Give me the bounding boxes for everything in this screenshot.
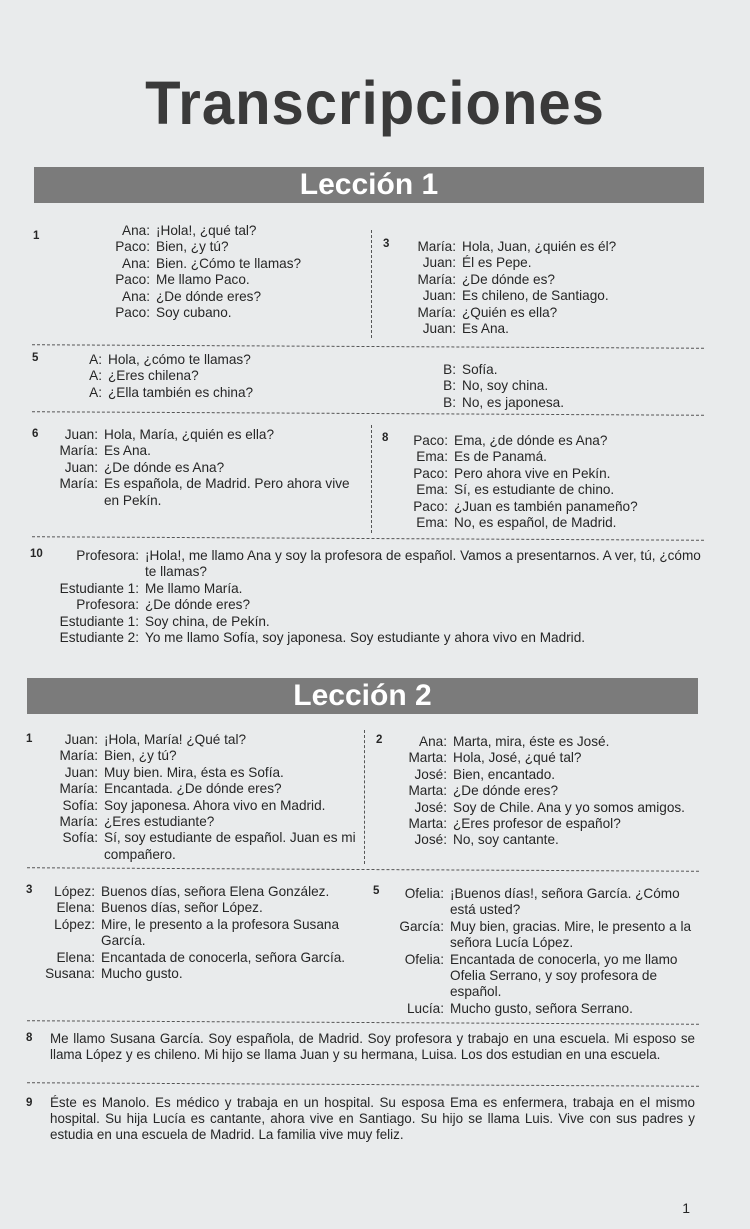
- dialogue-line: [38, 427, 358, 443]
- dialogue-text: ¡Buenos días!, señora García. ¿Cómo está usted?: [450, 886, 680, 918]
- section-separator: [32, 536, 704, 541]
- dialogue-line: [387, 783, 707, 799]
- dialogue-line: [38, 798, 358, 814]
- dialogue-line: [388, 466, 708, 482]
- dialogue-text: Hola, ¿cómo te llamas?: [108, 352, 251, 367]
- dialogue-line: [394, 305, 706, 321]
- speaker-label: María:: [59, 443, 98, 459]
- dialogue-text: ¿Ella también es china?: [108, 384, 254, 400]
- speaker-label: José:: [414, 832, 447, 848]
- speaker-label: Juan:: [64, 459, 98, 475]
- dialogue-line: [46, 239, 366, 255]
- dialogue-text: Es española, de Madrid. Pero ahora vive en Pekín.: [104, 476, 350, 508]
- speaker-label: Ofelia:: [404, 951, 444, 967]
- dialogue-text: Sí, es estudiante de chino.: [454, 482, 615, 498]
- exercise-number: 3: [26, 884, 33, 896]
- dialogue-text: Es de Panamá.: [454, 449, 547, 465]
- speaker-label: José:: [414, 799, 447, 815]
- dialogue-line: [38, 765, 358, 781]
- dialogue-line: [387, 734, 707, 750]
- column-divider: [371, 425, 372, 533]
- dialogue-line: [38, 830, 358, 863]
- exercise-number: 3: [383, 238, 390, 250]
- dialogue-line: [388, 433, 708, 449]
- dialogue-line: [394, 378, 694, 394]
- speaker-label: Paco:: [115, 239, 150, 255]
- column-divider: [364, 730, 365, 864]
- dialogue-text: Me llamo María.: [145, 580, 243, 596]
- speaker-label: Juan:: [422, 288, 456, 304]
- dialogue-line: [37, 884, 353, 900]
- dialogue-line: [42, 581, 702, 597]
- dialogue-text: ¿Eres chilena?: [108, 368, 199, 384]
- dialogue-text: Sí, soy estudiante de español. Juan es mi compañero.: [104, 830, 356, 862]
- page-title: Transcripciones: [145, 69, 605, 138]
- dialogue-line: [394, 362, 694, 378]
- speaker-label: Sofía:: [62, 797, 98, 813]
- dialogue-line: [387, 750, 707, 766]
- exercise-number: 9: [26, 1097, 33, 1109]
- exercise-number: 8: [26, 1032, 33, 1044]
- dialogue-line: [37, 966, 353, 982]
- speaker-label: Elena:: [56, 949, 95, 965]
- dialogue-text: ¿Quién es ella?: [462, 304, 558, 320]
- dialogue-line: [42, 597, 702, 613]
- dialogue-text: Bien, ¿y tú?: [156, 239, 229, 255]
- dialogue-text: ¡Hola!, me llamo Ana y soy la profesora de español. Vamos a presentarnos. A ver, tú, ¿cómo te llamas?: [145, 548, 701, 580]
- speaker-label: Ana:: [122, 255, 150, 271]
- dialogue-text: Sofía.: [462, 362, 498, 377]
- speaker-label: Paco:: [413, 465, 448, 481]
- l1-ex5-left-dialogue: [37, 352, 337, 401]
- speaker-label: Juan:: [64, 427, 98, 442]
- speaker-label: B:: [443, 394, 456, 410]
- dialogue-text: ¡Hola!, ¿qué tal?: [156, 223, 257, 238]
- dialogue-line: [38, 781, 358, 797]
- dialogue-text: Soy japonesa. Ahora vivo en Madrid.: [104, 797, 326, 813]
- exercise-number: 8: [382, 432, 389, 444]
- dialogue-text: Soy de Chile. Ana y yo somos amigos.: [453, 799, 685, 815]
- speaker-label: Sofía:: [62, 830, 98, 846]
- dialogue-line: [38, 476, 358, 509]
- speaker-label: A:: [89, 368, 102, 384]
- dialogue-text: Muy bien, gracias. Mire, le presento a la señora Lucía López.: [450, 918, 692, 951]
- dialogue-text: Soy cubano.: [156, 305, 232, 321]
- dialogue-line: [42, 614, 702, 630]
- dialogue-line: [42, 548, 702, 581]
- dialogue-text: Mucho gusto, señora Serrano.: [450, 1000, 633, 1016]
- dialogue-line: [38, 460, 358, 476]
- dialogue-text: ¿Eres profesor de español?: [453, 816, 621, 832]
- dialogue-line: [46, 305, 366, 321]
- dialogue-text: Bien, ¿y tú?: [104, 748, 177, 764]
- dialogue-line: [388, 449, 708, 465]
- speaker-label: Ema:: [416, 449, 448, 465]
- dialogue-line: [388, 499, 708, 515]
- dialogue-text: Es chileno, de Santiago.: [462, 288, 609, 304]
- speaker-label: Paco:: [413, 433, 448, 448]
- speaker-label: María:: [417, 304, 456, 320]
- dialogue-line: [37, 917, 353, 950]
- dialogue-line: [37, 900, 353, 916]
- dialogue-line: [46, 223, 366, 239]
- speaker-label: A:: [89, 352, 102, 367]
- l1-ex3-dialogue: [394, 239, 706, 337]
- l2-ex9-text: Éste es Manolo. Es médico y trabaja en un hospital. Su esposa Ema es enfermera, trabaja en el mismo hospital. Su hija Lucía es cantante, ahora vive en Santiago. Su hijo se llama Luis. Vive con sus padres y estudia en una escuela de Madrid. La familia vive muy feliz.: [50, 1095, 695, 1143]
- speaker-label: B:: [443, 362, 456, 377]
- speaker-label: Estudiante 1:: [59, 613, 139, 629]
- dialogue-line: [388, 482, 708, 498]
- dialogue-text: Mucho gusto.: [101, 966, 183, 982]
- speaker-label: Profesora:: [76, 548, 139, 563]
- exercise-number: 6: [32, 428, 39, 440]
- dialogue-text: Encantada de conocerla, señora García.: [101, 949, 346, 965]
- l1-ex8-dialogue: [388, 433, 708, 531]
- dialogue-line: [386, 1001, 698, 1017]
- speaker-label: Ofelia:: [404, 886, 444, 901]
- dialogue-text: Encantada de conocerla, yo me llamo Ofelia Serrano, y soy profesora de español.: [450, 951, 678, 1000]
- column-divider: [371, 230, 372, 338]
- speaker-label: Juan:: [64, 764, 98, 780]
- dialogue-text: Buenos días, señora Elena González.: [101, 884, 330, 899]
- exercise-number: 10: [30, 548, 43, 560]
- l2-ex1-dialogue: [38, 732, 358, 863]
- dialogue-line: [46, 289, 366, 305]
- section-separator: [32, 344, 704, 349]
- dialogue-line: [387, 800, 707, 816]
- dialogue-text: ¿Eres estudiante?: [104, 814, 215, 830]
- dialogue-line: [386, 886, 698, 919]
- dialogue-line: [394, 239, 706, 255]
- section-separator: [27, 1082, 699, 1087]
- speaker-label: B:: [443, 378, 456, 394]
- speaker-label: Profesora:: [76, 597, 139, 613]
- l1-ex10-dialogue: [42, 548, 702, 646]
- dialogue-text: Él es Pepe.: [462, 255, 532, 271]
- speaker-label: Susana:: [45, 966, 95, 982]
- dialogue-line: [38, 814, 358, 830]
- speaker-label: Paco:: [115, 305, 150, 321]
- speaker-label: María:: [59, 781, 98, 797]
- dialogue-text: Muy bien. Mira, ésta es Sofía.: [104, 764, 284, 780]
- dialogue-line: [38, 732, 358, 748]
- dialogue-line: [386, 919, 698, 952]
- dialogue-text: ¡Hola, María! ¿Qué tal?: [104, 732, 247, 747]
- l1-ex1-dialogue: [46, 223, 366, 321]
- speaker-label: López:: [54, 884, 95, 899]
- dialogue-line: [37, 352, 337, 368]
- dialogue-text: Hola, José, ¿qué tal?: [453, 750, 582, 766]
- dialogue-text: Es Ana.: [462, 321, 509, 337]
- speaker-label: Elena:: [56, 900, 95, 916]
- section-separator: [27, 1020, 699, 1025]
- dialogue-line: [46, 272, 366, 288]
- dialogue-text: Buenos días, señor López.: [101, 900, 263, 916]
- speaker-label: Lucía:: [406, 1000, 444, 1016]
- section-separator: [27, 867, 699, 872]
- speaker-label: María:: [59, 748, 98, 764]
- dialogue-line: [38, 748, 358, 764]
- dialogue-text: Soy china, de Pekín.: [145, 613, 270, 629]
- dialogue-text: ¿Juan es también panameño?: [454, 498, 638, 514]
- speaker-label: Ana:: [122, 223, 150, 238]
- dialogue-text: Hola, Juan, ¿quién es él?: [462, 239, 617, 254]
- dialogue-text: Bien. ¿Cómo te llamas?: [156, 255, 302, 271]
- dialogue-line: [394, 288, 706, 304]
- section-separator: [32, 411, 704, 416]
- lesson-2-heading: Lección 2: [27, 678, 698, 714]
- speaker-label: Marta:: [408, 750, 447, 766]
- l2-ex8-text: Me llamo Susana García. Soy española, de Madrid. Soy profesora y trabajo en una escuela. Mi esposo se llama López y es chileno. Mi hijo se llama Juan y su hermana, Luisa. Los dos estudian en una escuela.: [50, 1031, 695, 1063]
- dialogue-text: No, es japonesa.: [462, 394, 565, 410]
- dialogue-text: No, soy cantante.: [453, 832, 559, 848]
- dialogue-text: ¿De dónde eres?: [156, 288, 262, 304]
- exercise-number: 5: [373, 885, 380, 897]
- dialogue-line: [394, 255, 706, 271]
- dialogue-text: Bien, encantado.: [453, 766, 556, 782]
- exercise-number: 1: [26, 733, 33, 745]
- l2-ex5-dialogue: [386, 886, 698, 1017]
- speaker-label: Paco:: [413, 498, 448, 514]
- l1-ex6-dialogue: [38, 427, 358, 509]
- dialogue-line: [387, 832, 707, 848]
- speaker-label: Estudiante 1:: [59, 580, 139, 596]
- dialogue-line: [38, 443, 358, 459]
- dialogue-line: [386, 952, 698, 1001]
- dialogue-text: Encantada. ¿De dónde eres?: [104, 781, 282, 797]
- speaker-label: Estudiante 2:: [59, 630, 139, 646]
- speaker-label: Marta:: [408, 816, 447, 832]
- dialogue-text: Me llamo Paco.: [156, 272, 250, 288]
- dialogue-text: ¿De dónde es Ana?: [104, 459, 225, 475]
- dialogue-text: No, es español, de Madrid.: [454, 515, 617, 531]
- dialogue-line: [46, 256, 366, 272]
- dialogue-line: [37, 368, 337, 384]
- speaker-label: Ana:: [419, 734, 447, 749]
- l1-ex5-right-dialogue: [394, 362, 694, 411]
- exercise-number: 2: [376, 734, 383, 746]
- speaker-label: María:: [417, 271, 456, 287]
- dialogue-text: Mire, le presento a la profesora Susana García.: [101, 916, 340, 949]
- dialogue-text: Yo me llamo Sofía, soy japonesa. Soy estudiante y ahora vivo en Madrid.: [145, 630, 586, 646]
- speaker-label: María:: [59, 814, 98, 830]
- speaker-label: A:: [89, 384, 102, 400]
- speaker-label: Marta:: [408, 783, 447, 799]
- dialogue-line: [394, 272, 706, 288]
- speaker-label: Ema:: [416, 482, 448, 498]
- page-number: 1: [682, 1200, 690, 1216]
- speaker-label: López:: [54, 916, 95, 932]
- dialogue-line: [37, 950, 353, 966]
- speaker-label: María:: [59, 476, 98, 492]
- dialogue-line: [42, 630, 702, 646]
- dialogue-text: Es Ana.: [104, 443, 151, 459]
- speaker-label: García:: [399, 918, 444, 934]
- speaker-label: Ana:: [122, 288, 150, 304]
- speaker-label: Ema:: [416, 515, 448, 531]
- dialogue-text: Hola, María, ¿quién es ella?: [104, 427, 275, 442]
- lesson-1-heading: Lección 1: [34, 167, 704, 203]
- dialogue-text: Ema, ¿de dónde es Ana?: [454, 433, 608, 448]
- dialogue-text: No, soy china.: [462, 378, 549, 394]
- speaker-label: Juan:: [422, 255, 456, 271]
- dialogue-text: Marta, mira, éste es José.: [453, 734, 610, 749]
- l2-ex2-dialogue: [387, 734, 707, 849]
- exercise-number: 1: [33, 230, 40, 242]
- dialogue-line: [387, 767, 707, 783]
- dialogue-text: Pero ahora vive en Pekín.: [454, 465, 611, 481]
- speaker-label: María:: [417, 239, 456, 254]
- speaker-label: Juan:: [64, 732, 98, 747]
- speaker-label: Juan:: [422, 321, 456, 337]
- speaker-label: Paco:: [115, 272, 150, 288]
- dialogue-line: [394, 395, 694, 411]
- dialogue-line: [394, 321, 706, 337]
- speaker-label: José:: [414, 766, 447, 782]
- dialogue-line: [387, 816, 707, 832]
- dialogue-line: [388, 515, 708, 531]
- l2-ex3-dialogue: [37, 884, 353, 982]
- dialogue-line: [37, 385, 337, 401]
- exercise-number: 5: [32, 352, 39, 364]
- dialogue-text: ¿De dónde eres?: [145, 597, 251, 613]
- dialogue-text: ¿De dónde eres?: [453, 783, 559, 799]
- dialogue-text: ¿De dónde es?: [462, 271, 555, 287]
